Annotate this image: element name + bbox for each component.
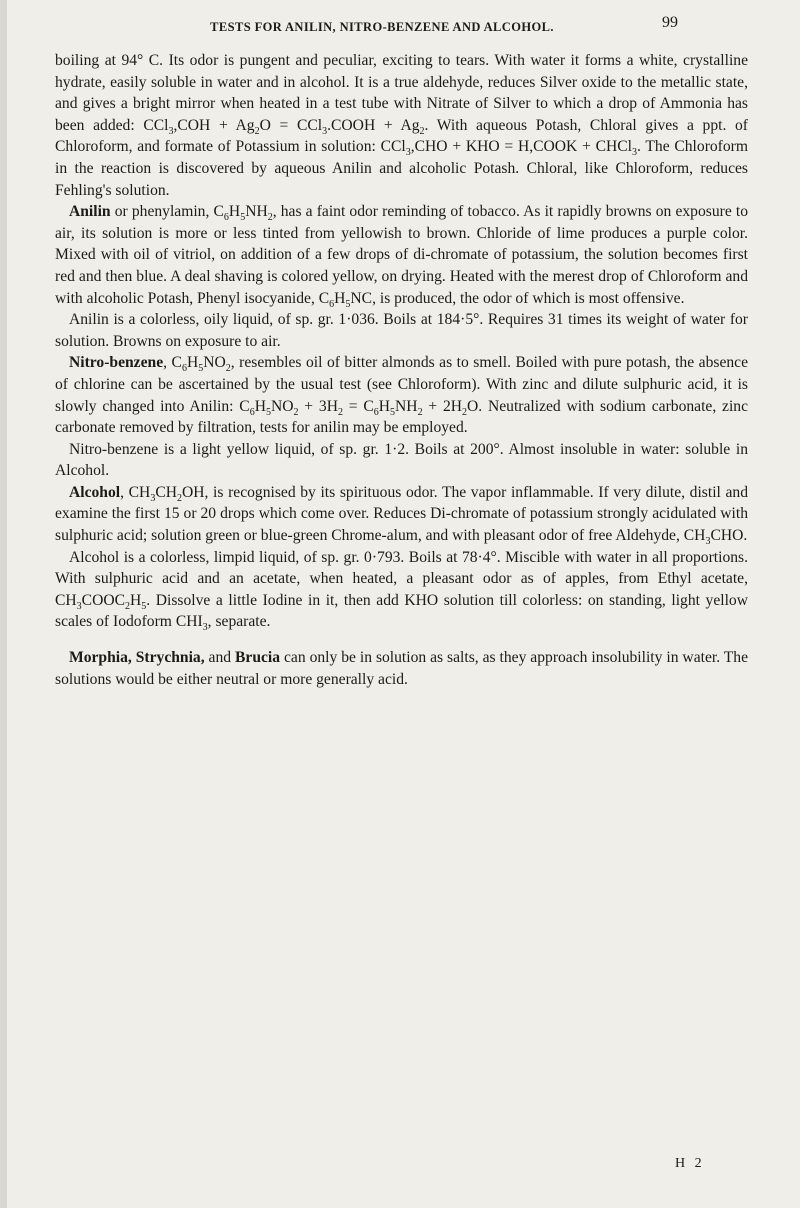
paragraph-body: or phenylamin, $C_6H_5NH_2$, has a faint odor reminding of tobacco. As it rapidly browns on exposure to air, its solution is more or less tinted from yellowish to brown. Chloride of lime produces a purple color. Mixed with oil of vitriol, on addition of a few drops of di-chromate of potassium, the solution becomes first red and then blue. A deal shaving is colored yellow, on drying. Heated with the merest drop of Chloroform and with alcoholic Potash, Phenyl isocyanide, $C_6H_5NC$, is produced, the odor of which is most offensive.	[55, 203, 749, 310]
paragraph-body: Nitro-benzene is a light yellow liquid, of sp. gr. 1·2. Boils at 200°. Almost insoluble in water: soluble in Alcohol.	[55, 440, 748, 480]
page-number: 99	[662, 14, 678, 31]
body-text	[55, 50, 748, 690]
paragraph-lead: Morphia, Strychnia,	[69, 649, 205, 667]
paragraph-alkaloids	[55, 647, 748, 690]
paragraph-lead: Anilin	[69, 203, 111, 221]
paragraph-anilin-properties	[55, 309, 748, 352]
paragraph-nitrobenzene-properties	[55, 439, 748, 482]
page-binding-edge	[0, 0, 7, 1208]
paragraph-body: , $CH_3CH_2OH$, is recognised by its spirituous odor. The vapor inflammable. If very dilute, distil and examine the first 15 or 20 drops which come over. Reduces Di-chromate of potassium strongly acidulated with sulphuric acid; solution green or blue-green Chrome-alum, and with pleasant odor of free Aldehyde, $CH_3CHO$.	[55, 483, 749, 548]
paragraph-nitrobenzene	[55, 352, 748, 438]
paragraph-chloral	[55, 50, 748, 201]
paragraph-body: , $C_6H_5NO_2$, resembles oil of bitter almonds as to smell. Boiled with pure potash, the absence of chlorine can be ascertained by the usual test (see Chloroform). With zinc and dilute sulphuric acid, it is slowly changed into Anilin: $C_6H_5NO_2 + 3H_2 = C_6H_5NH_2 + 2H_2O$. Neutralized with sodium carbonate, zinc carbonate removed by filtration, tests for anilin may be employed.	[55, 354, 749, 437]
paragraph-lead: Nitro-benzene	[69, 354, 164, 372]
paragraph-lead: Alcohol	[69, 483, 121, 501]
paragraph-anilin	[55, 201, 748, 309]
paragraph-alcohol-properties	[55, 547, 748, 633]
paragraph-body: and Brucia can only be in solution as salts, as they approach insolubility in water. The solutions would be either neutral or more generally acid.	[55, 649, 748, 688]
paragraph-body: Anilin is a colorless, oily liquid, of sp. gr. 1·036. Boils at 184·5°. Requires 31 times its weight of water for solution. Browns on exposure to air.	[55, 311, 748, 350]
paragraph-body: boiling at 94° C. Its odor is pungent and peculiar, exciting to tears. With water it forms a white, crystalline hydrate, easily soluble in water and in alcohol. It is a true aldehyde, reduces Silver oxide to the metallic state, and gives a bright mirror when heated in a test tube with Nitrate of Silver to which a drop of Ammonia has been added: $CCl_3,COH + Ag_2O$ = CCl$_3$.COOH + $Ag_2$. With aqueous Potash, Chloral gives a ppt. of Chloroform, and formate of Potassium in solution: CCl$_3$,CHO + KHO = H,COOK + CHCl$_3$. The Chloroform in the reaction is discovered by aqueous Anilin and alcoholic Potash. Chloral, like Chloroform, reduces Fehling's solution.	[55, 52, 748, 199]
signature-mark: H 2	[675, 1156, 705, 1171]
running-header: TESTS FOR ANILIN, NITRO-BENZENE AND ALCOHOL.	[210, 20, 554, 34]
paragraph-alcohol	[55, 482, 748, 547]
paragraph-body: Alcohol is a colorless, limpid liquid, of sp. gr. 0·793. Boils at 78·4°. Miscible with water in all proportions. With sulphuric acid and an acetate, when heated, a pleasant odor as of apples, from Ethyl acetate, $CH_3COOC_2H_5$. Dissolve a little Iodine in it, then add KHO solution till colorless: on standing, light yellow scales of Iodoform $CHI_3$, separate.	[55, 548, 748, 634]
